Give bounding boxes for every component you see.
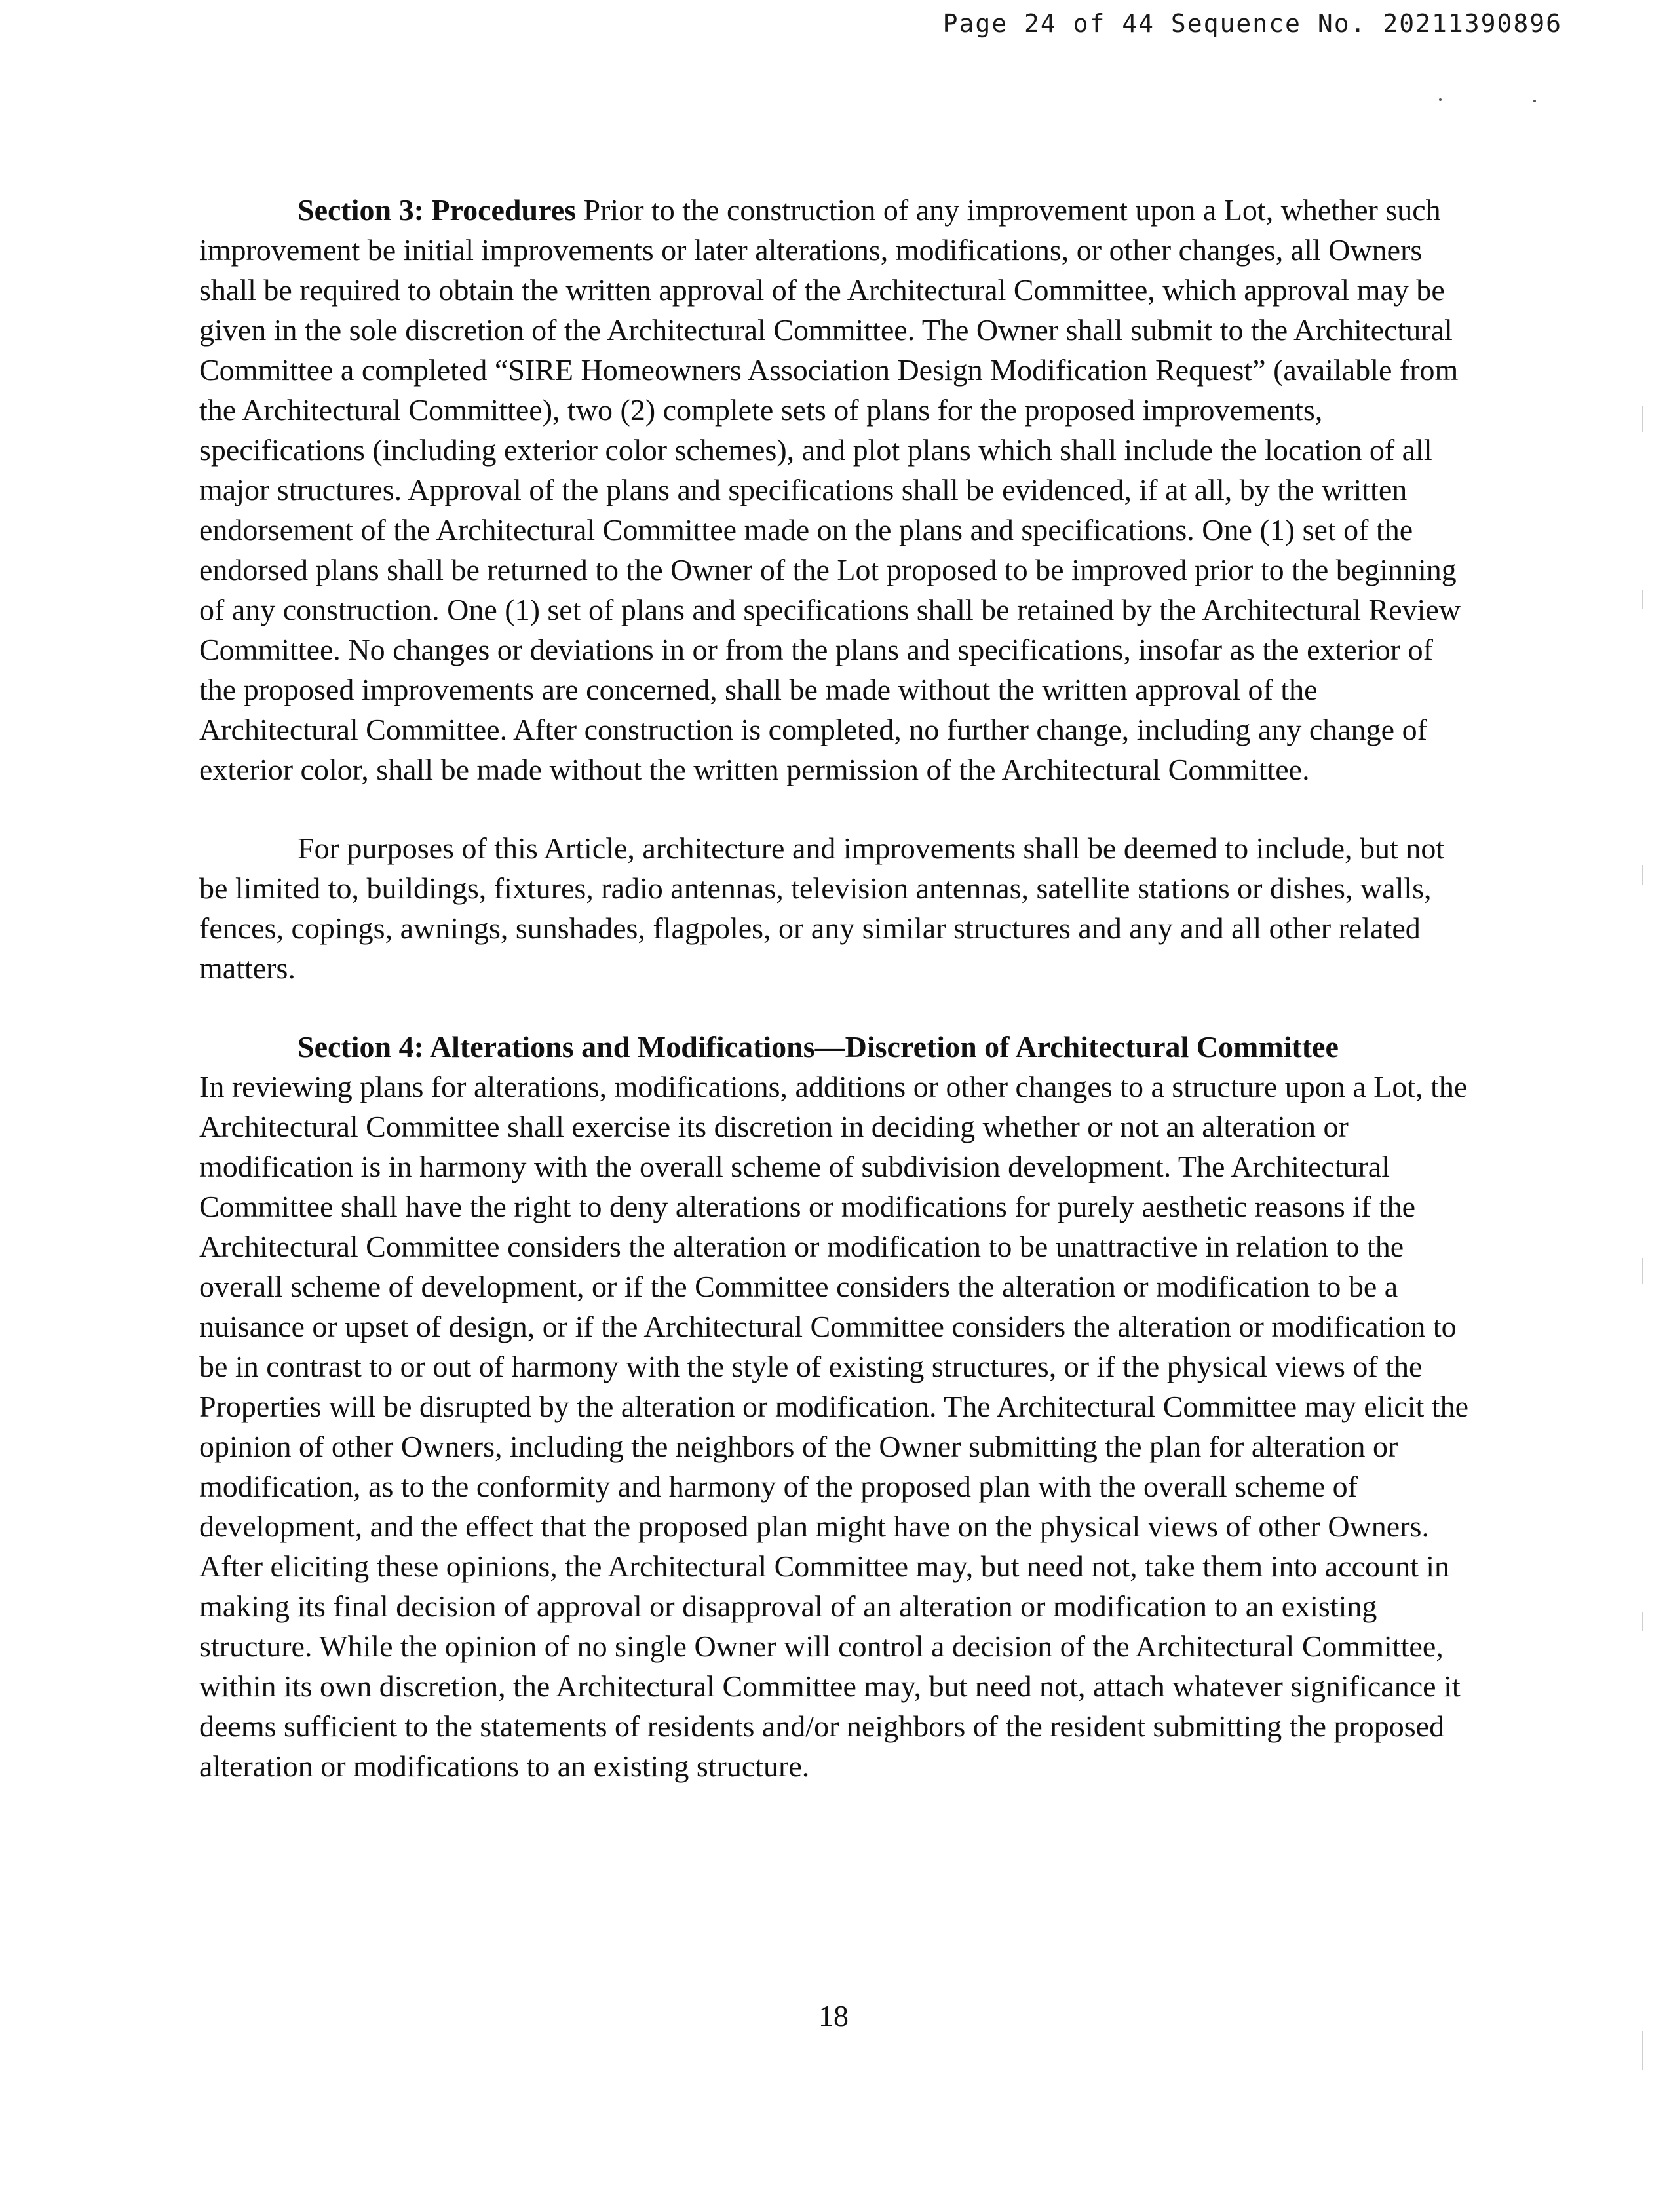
scan-edge-mark <box>1642 406 1643 432</box>
architecture-definition-paragraph <box>199 828 1477 988</box>
section-3-text: Prior to the construction of any improvement upon a Lot, whether such improvement be initial improvements or later alterations, modifications, or other changes, all Owners shall be required to obtain the written approval of the Architectural Committee, which approval may be given in the sole discretion of the Architectural Committee. The Owner shall submit to the Architectural Committee a completed “SIRE Homeowners Association Design Modification Request” (available from the Architectural Committee), two (2) complete sets of plans for the proposed improvements, specifications (including exterior color schemes), and plot plans which shall include the location of all major structures. Approval of the plans and specifications shall be evidenced, if at all, by the written endorsement of the Architectural Committee made on the plans and specifications. One (1) set of the endorsed plans shall be returned to the Owner of the Lot proposed to be improved prior to the beginning of any construction. One (1) set of plans and specifications shall be retained by the Architectural Review Committee. No changes or deviations in or from the plans and specifications, insofar as the exterior of the proposed improvements are concerned, shall be made without the written approval of the Architectural Committee. After construction is completed, no further change, including any change of exterior color, shall be made without the written permission of the Architectural Committee. <box>199 193 1461 786</box>
scan-speck <box>1533 100 1536 102</box>
section-3-heading: Section 3: Procedures <box>297 193 577 227</box>
page-sequence-stamp: Page 24 of 44 Sequence No. 20211390896 <box>942 9 1562 38</box>
page-number: 18 <box>818 1999 849 2032</box>
section-3-paragraph <box>199 190 1477 790</box>
scan-edge-mark <box>1642 590 1643 609</box>
scan-edge-mark <box>1642 1612 1643 1631</box>
section-4-heading: Section 4: Alterations and Modifications—Discretion of Architectural Committee <box>297 1030 1339 1063</box>
scan-edge-mark <box>1642 1258 1643 1284</box>
section-4-text: In reviewing plans for alterations, modifications, additions or other changes to a structure upon a Lot, the Architectural Committee shall exercise its discretion in deciding whether or not an alteration or modification is in harmony with the overall scheme of subdivision development. The Architectural Committee shall have the right to deny alterations or modifications for purely aesthetic reasons if the Architectural Committee considers the alteration or modification to be unattractive in relation to the overall scheme of development, or if the Committee considers the alteration or modification to be a nuisance or upset of design, or if the Architectural Committee considers the alteration or modification to be in contrast to or out of harmony with the style of existing structures, or if the physical views of the Properties will be disrupted by the alteration or modification. The Architectural Committee may elicit the opinion of other Owners, including the neighbors of the Owner submitting the plan for alteration or modification, as to the conformity and harmony of the proposed plan with the overall scheme of development, and the effect that the proposed plan might have on the physical views of other Owners. After eliciting these opinions, the Architectural Committee may, but need not, take them into account in making its final decision of approval or disapproval of an alteration or modification to an existing structure. While the opinion of no single Owner will control a decision of the Architectural Committee, within its own discretion, the Architectural Committee may, but need not, attach whatever significance it deems sufficient to the statements of residents and/or neighbors of the resident submitting the proposed alteration or modifications to an existing structure. <box>199 1070 1469 1783</box>
scan-edge-mark <box>1642 2031 1643 2070</box>
document-body <box>199 190 1477 1825</box>
architecture-definition-text: For purposes of this Article, architecture and improvements shall be deemed to include, but not be limited to, buildings, fixtures, radio antennas, television antennas, satellite stations or dishes, walls, fences, copings, awnings, sunshades, flagpoles, or any similar structures and any and all other related matters. <box>199 831 1445 985</box>
scan-speck <box>1439 98 1442 101</box>
scan-edge-mark <box>1642 865 1643 885</box>
section-4-paragraph <box>199 1027 1477 1786</box>
